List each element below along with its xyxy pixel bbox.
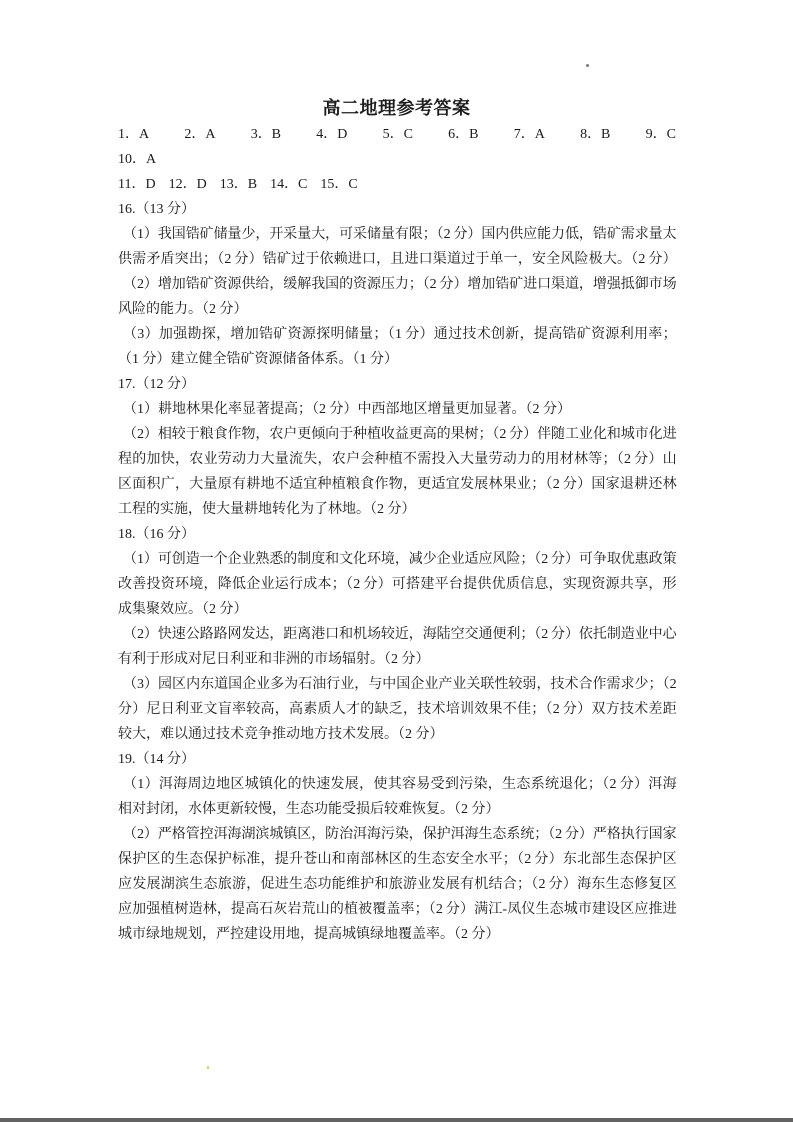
answer-line: 成集聚效应。（2 分） <box>118 602 248 617</box>
answer-item: 7．A <box>513 127 545 142</box>
answer-line: （2）严格管控洱海湖滨城镇区，防治洱海污染，保护洱海生态系统；（2 分）严格执行国家 <box>123 827 676 842</box>
answer-line: 应加强植树造林，提高石灰岩荒山的植被覆盖率；（2 分）满江-凤仪生态城市建设区应推进 <box>118 902 676 917</box>
answer-line: （1）洱海周边地区城镇化的快速发展，使其容易受到污染，生态系统退化；（2 分）洱海 <box>123 777 676 792</box>
question-section <box>118 522 676 747</box>
answer-item: 4．D <box>316 127 348 142</box>
answers-content <box>118 122 676 947</box>
question-heading: 18.（16 分） <box>118 527 195 542</box>
answer-line: （1）可创造一个企业熟悉的制度和文化环境，减少企业适应风险；（2 分）可争取优惠政策 <box>123 552 676 567</box>
answer-item: 15．C <box>320 177 358 192</box>
scan-edge-bar <box>0 1118 793 1122</box>
sections <box>118 197 676 947</box>
question-section <box>118 197 676 372</box>
answer-item: 11．D <box>118 177 156 192</box>
question-section <box>118 372 676 522</box>
answer-line: （3）园区内东道国企业多为石油行业，与中国企业产业关联性较弱，技术合作需求少；（2 <box>123 677 676 692</box>
question-heading: 19.（14 分） <box>118 752 195 767</box>
question-section <box>118 747 676 947</box>
speck-artifact-bottom <box>207 1066 209 1069</box>
answer-line: 应发展湖滨生态旅游，促进生态功能维护和旅游业发展有机结合；（2 分）海东生态修复区 <box>118 877 676 892</box>
answer-row-2 <box>118 147 676 172</box>
speck-artifact-top <box>586 64 589 67</box>
answer-item: 12．D <box>168 177 207 192</box>
answer-item: 13．B <box>219 177 258 192</box>
answer-line: 有利于形成对尼日利亚和非洲的市场辐射。（2 分） <box>118 652 430 667</box>
answer-line: （1 分）建立健全锆矿资源储备体系。（1 分） <box>118 352 398 367</box>
answer-item: 9．C <box>645 127 676 142</box>
answer-item: 8．B <box>580 127 611 142</box>
answer-item: 5．C <box>382 127 413 142</box>
answer-line: 城市绿地规划，严控建设用地，提高城镇绿地覆盖率。（2 分） <box>118 927 500 942</box>
answer-line: （2）快速公路路网发达，距离港口和机场较近，海陆空交通便利；（2 分）依托制造业中心 <box>123 627 676 642</box>
answer-line: 工程的实施，使大量耕地转化为了林地。（2 分） <box>118 502 416 517</box>
answer-line: 供需矛盾突出；（2 分）锆矿过于依赖进口，且进口渠道过于单一，安全风险极大。（2 分） <box>118 252 676 267</box>
answer-line: 相对封闭，水体更新较慢，生态功能受损后较难恢复。（2 分） <box>118 802 500 817</box>
answer-line: 程的加快，农业劳动力大量流失，农户会种植不需投入大量劳动力的用材林等；（2 分）山 <box>118 452 676 467</box>
answer-item: 2．A <box>184 127 216 142</box>
answer-item: 14．C <box>270 177 308 192</box>
answer-item: 6．B <box>448 127 479 142</box>
page-title: 高二地理参考答案 <box>322 98 471 118</box>
answer-line: （1）我国锆矿储量少，开采量大，可采储量有限；（2 分）国内供应能力低，锆矿需求量太 <box>123 227 676 242</box>
answer-line: 风险的能力。（2 分） <box>118 302 248 317</box>
answer-item: 10．A <box>118 152 157 167</box>
answer-item: 1．A <box>118 127 150 142</box>
answer-line: 保护区的生态保护标准，提升苍山和南部林区的生态安全水平；（2 分）东北部生态保护区 <box>118 852 676 867</box>
question-heading: 17.（12 分） <box>118 377 195 392</box>
answer-line: （3）加强勘探，增加锆矿资源探明储量；（1 分）通过技术创新，提高锆矿资源利用率； <box>123 327 676 342</box>
answer-line: （1）耕地林果化率显著提高；（2 分）中西部地区增量更加显著。（2 分） <box>123 402 571 417</box>
answer-line: （2）相较于粮食作物，农户更倾向于种植收益更高的果树；（2 分）伴随工业化和城市化进 <box>123 427 676 442</box>
answer-line: 改善投资环境，降低企业运行成本；（2 分）可搭建平台提供优质信息，实现资源共享，形 <box>118 577 676 592</box>
answer-row-1 <box>118 122 676 147</box>
question-heading: 16.（13 分） <box>118 202 195 217</box>
answer-item: 3．B <box>250 127 282 142</box>
answer-row-3 <box>118 172 676 197</box>
answer-line: 较大，难以通过技术竞争推动地方技术发展。（2 分） <box>118 727 444 742</box>
answer-line: 分）尼日利亚文盲率较高，高素质人才的缺乏，技术培训效果不佳；（2 分）双方技术差距 <box>118 702 676 717</box>
answer-line: （2）增加锆矿资源供给，缓解我国的资源压力；（2 分）增加锆矿进口渠道，增强抵御市场 <box>123 277 676 292</box>
answer-line: 区面积广，大量原有耕地不适宜种植粮食作物，更适宜发展林果业；（2 分）国家退耕还林 <box>118 477 676 492</box>
